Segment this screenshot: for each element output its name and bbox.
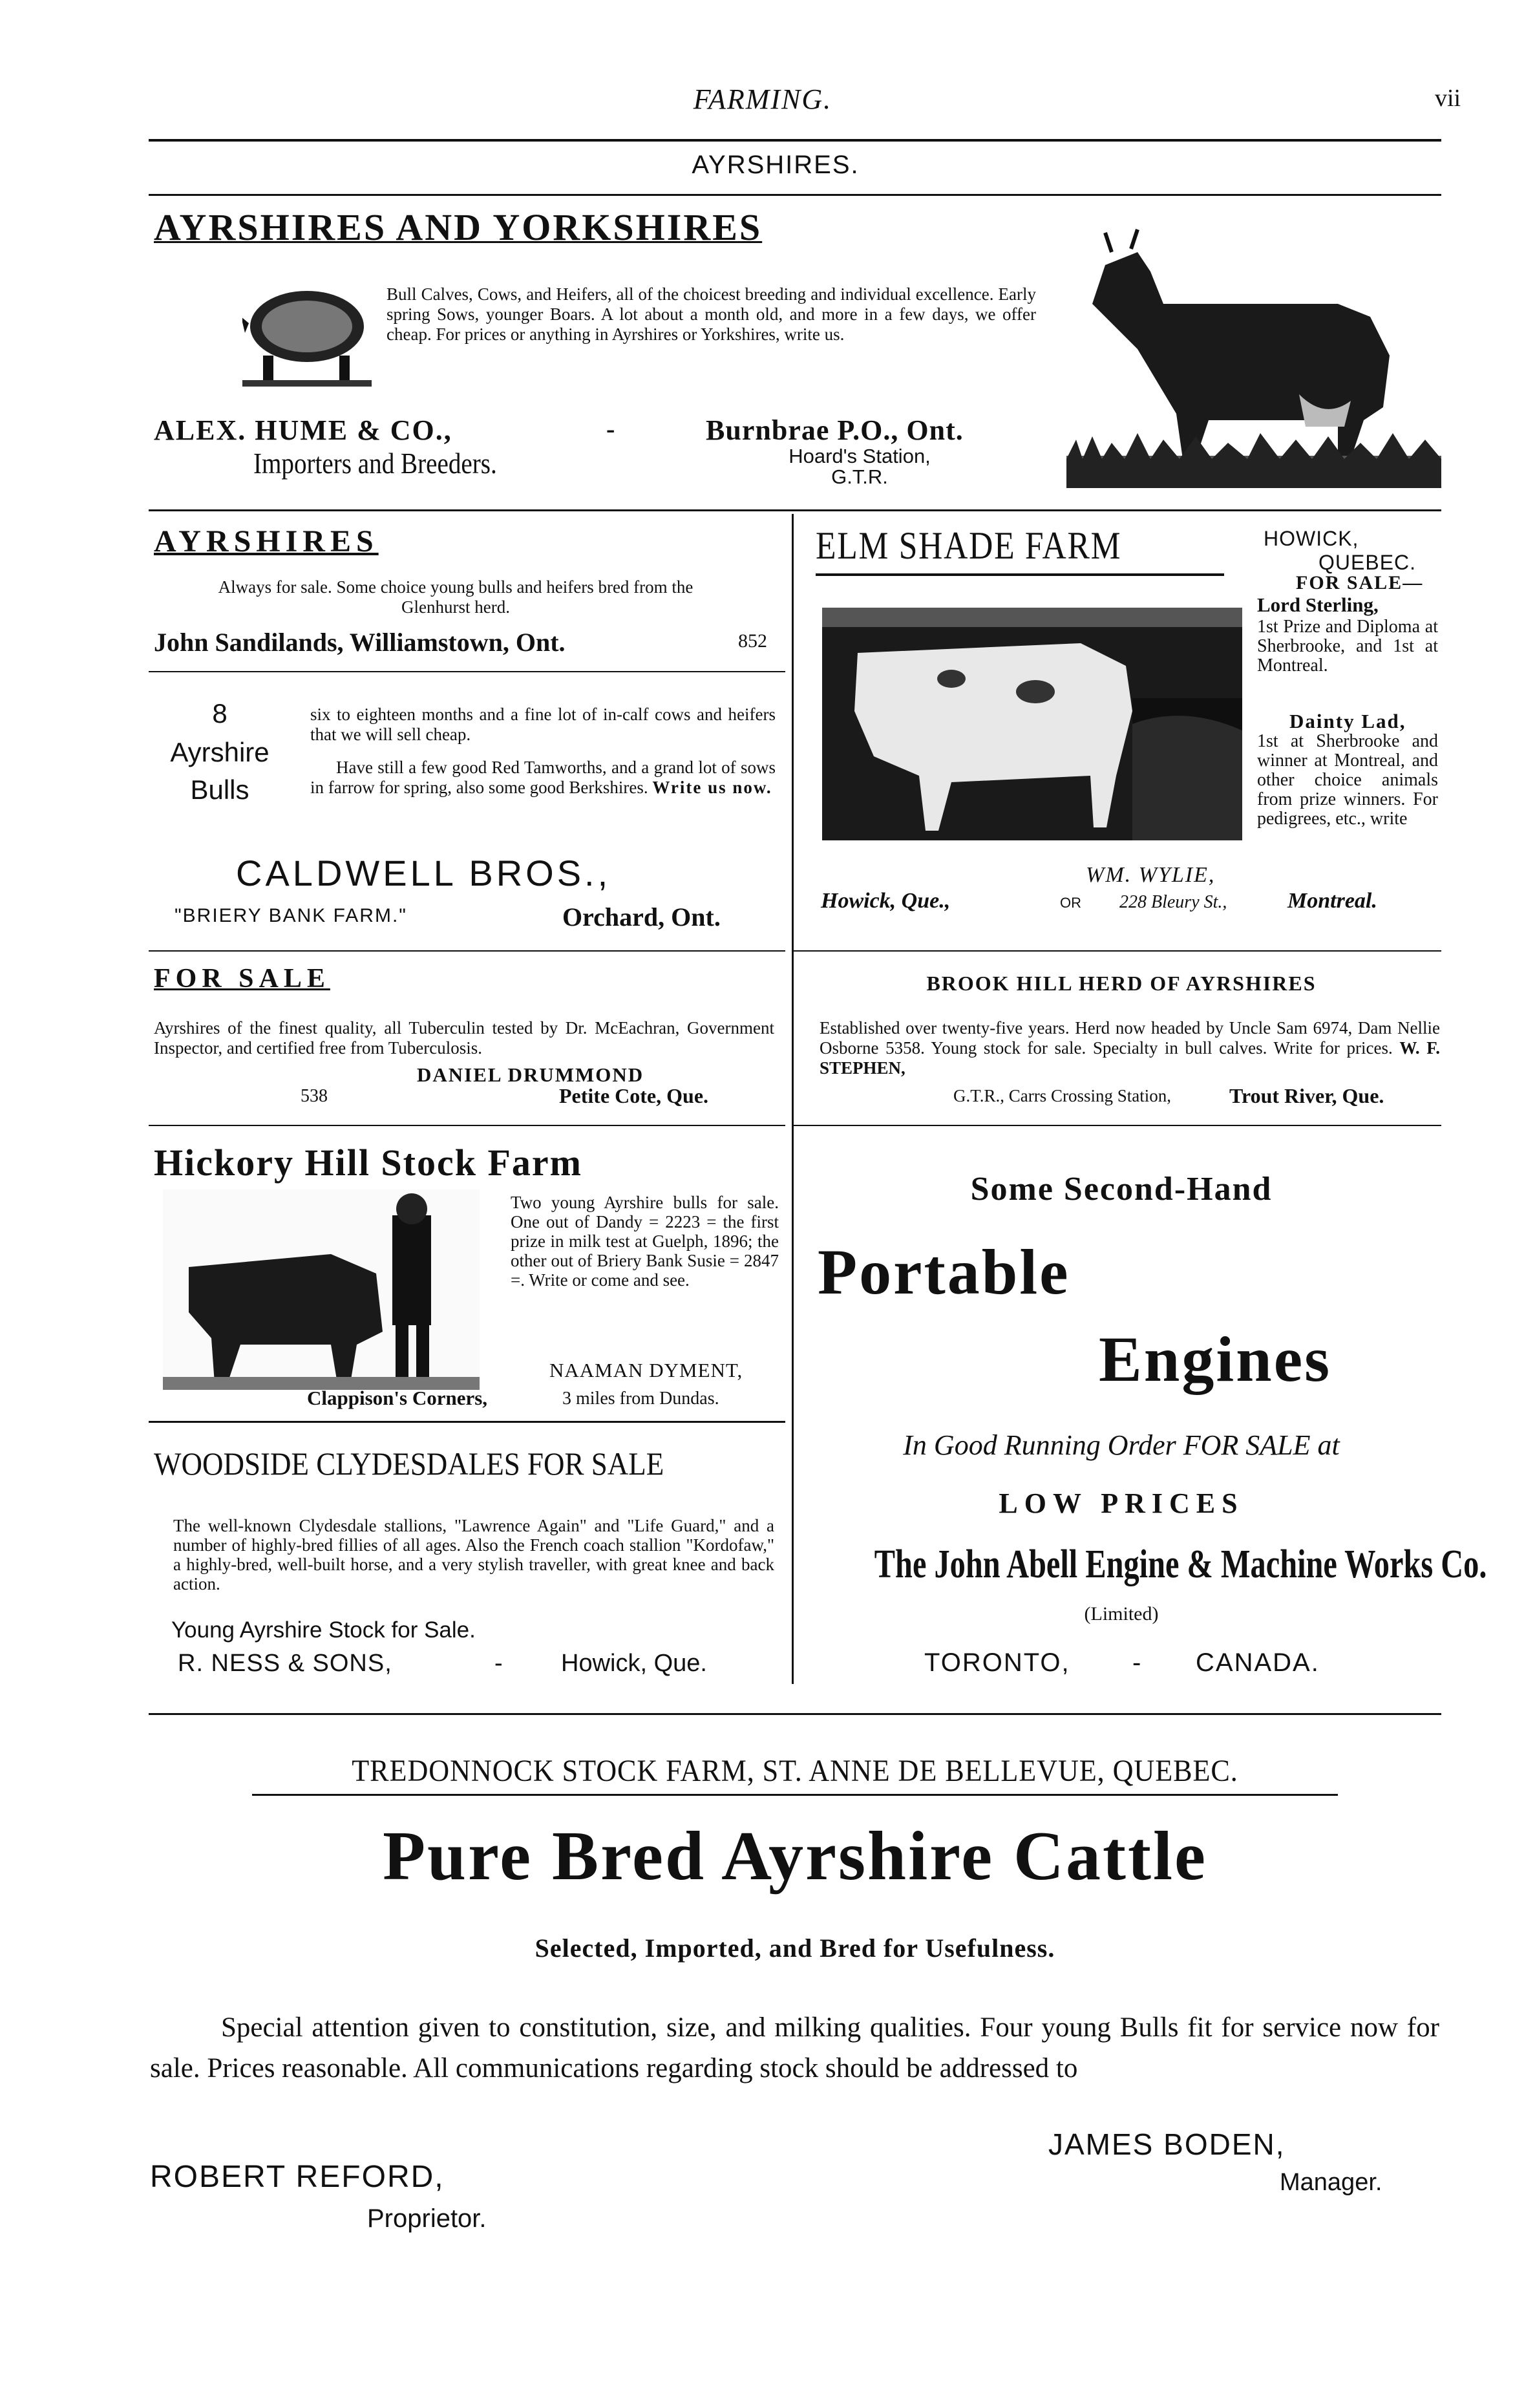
tredonnock-title: Pure Bred Ayrshire Cattle — [383, 1818, 1207, 1895]
sandilands-title: AYRSHIRES — [154, 524, 379, 559]
elm-title-underline — [816, 573, 1224, 576]
tredonnock-farm: TREDONNOCK STOCK FARM, ST. ANNE DE BELLEVUE, QUEBEC. — [352, 1754, 1238, 1788]
caldwell-breed: Ayrshire — [170, 737, 270, 767]
hickory-body: Two young Ayrshire bulls for sale. One out of Dandy = 2223 = the first prize in milk test at Guelph, 1896; the other out of Briery Bank Susie = 2847 =. Write or come and see. — [511, 1193, 779, 1290]
hume-dash: - — [606, 414, 615, 443]
tredonnock-body: Special attention given to constitution, size, and milking qualities. Four young Bulls fit for service now for sale. Prices reasonable. All communications regarding stock should be addressed to — [150, 2012, 1439, 2083]
woodside-place: Howick, Que. — [561, 1650, 707, 1677]
elm-for-sale: FOR SALE— — [1296, 572, 1424, 593]
hickory-place: Clappison's Corners, — [307, 1387, 488, 1409]
engines-line5: LOW PRICES — [999, 1487, 1244, 1519]
engines-line3: Engines — [1099, 1323, 1332, 1395]
brook-station: G.T.R., Carrs Crossing Station, — [953, 1086, 1171, 1105]
tredonnock-subtitle: Selected, Imported, and Bred for Usefulness. — [535, 1934, 1055, 1963]
drummond-place: Petite Cote, Que. — [559, 1084, 709, 1107]
engines-dash: - — [1132, 1648, 1141, 1677]
drummond-rule — [149, 1125, 785, 1126]
caldwell-kind: Bulls — [190, 774, 249, 805]
elm-addr3: Montreal. — [1287, 889, 1377, 913]
caldwell-count: 8 — [212, 698, 228, 729]
woodside-body: The well-known Clydesdale stallions, "Lawrence Again" and "Life Guard," and a number of highly-bred fillies of all ages. Also the French coach stallion "Kordofaw," a highly-bred, well-built horse, and a very stylish traveller, with great knee and back action. — [173, 1516, 774, 1593]
elm-bull2: Dainty Lad, — [1289, 710, 1406, 732]
engines-line4: In Good Running Order FOR SALE at — [903, 1429, 1340, 1461]
woodside-stock: Young Ayrshire Stock for Sale. — [171, 1617, 476, 1643]
woodside-title: WOODSIDE CLYDESDALES FOR SALE — [154, 1445, 664, 1482]
engines-firm: The John Abell Engine & Machine Works Co. — [874, 1542, 1487, 1586]
caldwell-rule — [149, 950, 785, 952]
elm-owner: WM. WYLIE, — [1086, 863, 1216, 887]
woodside-dash: - — [494, 1650, 503, 1677]
elm-cow-photo — [822, 608, 1242, 840]
section-title: AYRSHIRES. — [692, 151, 860, 179]
column-divider — [792, 514, 794, 1684]
sandilands-code: 852 — [738, 630, 767, 652]
brook-title: BROOK HILL HERD OF AYRSHIRES — [926, 972, 1317, 995]
caldwell-place: Orchard, Ont. — [562, 902, 721, 932]
middle-bottom-rule — [149, 1713, 1441, 1715]
hume-railway: G.T.R. — [831, 465, 888, 488]
caldwell-cta: Write us now. — [652, 778, 772, 797]
elm-rule — [794, 950, 1441, 952]
hume-title: AYRSHIRES AND YORKSHIRES — [154, 206, 763, 248]
caldwell-firm: CALDWELL BROS., — [236, 853, 611, 893]
hickory-title: Hickory Hill Stock Farm — [154, 1142, 582, 1184]
hickory-name: NAAMAN DYMENT, — [549, 1359, 743, 1381]
brook-place: Trout River, Que. — [1229, 1084, 1384, 1107]
elm-province: QUEBEC. — [1318, 551, 1417, 574]
hickory-bull-photo — [163, 1189, 480, 1390]
engines-country: CANADA. — [1196, 1648, 1320, 1677]
hume-role: Importers and Breeders. — [253, 447, 497, 480]
caldwell-body2 — [310, 758, 776, 798]
drummond-title: FOR SALE — [154, 964, 330, 994]
sandilands-rule — [149, 671, 785, 672]
hickory-rule — [149, 1421, 785, 1423]
brook-body-text: Established over twenty-five years. Herd now headed by Uncle Sam 6974, Dam Nellie Osborne 5358. Young stock for sale. Specialty in bull calves. Write for prices. — [820, 1018, 1440, 1058]
brook-rule — [794, 1125, 1441, 1126]
hume-bottom-rule — [149, 509, 1441, 511]
elm-addr1: Howick, Que., — [821, 889, 951, 913]
sandilands-name: John Sandilands, Williamstown, Ont. — [154, 628, 566, 657]
page-number: vii — [1435, 85, 1461, 112]
header-rule — [149, 139, 1441, 142]
caldwell-farm: "BRIERY BANK FARM." — [175, 905, 407, 926]
drummond-body: Ayrshires of the finest quality, all Tuberculin tested by Dr. McEachran, Government Inspector, and certified free from Tuberculosis. — [154, 1018, 774, 1058]
elm-bull1-text: 1st Prize and Diploma at Sherbrooke, and 1st at Montreal. — [1257, 617, 1438, 676]
running-title: FARMING. — [693, 83, 832, 115]
tredonnock-proprietor-title: Proprietor. — [367, 2204, 487, 2233]
drummond-name: DANIEL DRUMMOND — [417, 1063, 644, 1086]
cow-illustration — [1066, 226, 1441, 491]
tredonnock-proprietor-name: ROBERT REFORD, — [150, 2160, 445, 2194]
hume-post-office: Burnbrae P.O., Ont. — [706, 414, 964, 446]
section-rule — [149, 194, 1441, 196]
elm-place: HOWICK, — [1264, 527, 1359, 550]
drummond-code: 538 — [301, 1086, 328, 1106]
hickory-dist: 3 miles from Dundas. — [562, 1389, 719, 1409]
brook-name: W. F. STEPHEN, — [820, 1038, 1440, 1078]
pig-illustration — [242, 265, 372, 388]
elm-or: OR — [1060, 895, 1081, 911]
engines-line2: Portable — [818, 1236, 1070, 1308]
elm-addr2: 228 Bleury St., — [1119, 892, 1227, 912]
tredonnock-manager-title: Manager. — [1280, 2169, 1382, 2196]
caldwell-body: six to eighteen months and a fine lot of in-calf cows and heifers that we will sell cheap. — [310, 705, 776, 744]
elm-title: ELM SHADE FARM — [816, 524, 1122, 567]
engines-limited: (Limited) — [1084, 1603, 1159, 1625]
woodside-firm: R. NESS & SONS, — [178, 1650, 392, 1677]
caldwell-body2-text: Have still a few good Red Tamworths, and a grand lot of sows in farrow for spring, also some good Berkshires. — [310, 758, 776, 797]
brook-body — [820, 1018, 1440, 1078]
hume-body: Bull Calves, Cows, and Heifers, all of the choicest breeding and individual excellence. Early spring Sows, younger Boars. A lot about a month old, and more in a few days, we offer cheap. For prices or anything in Ayrshires or Yorkshires, write us. — [386, 284, 1036, 344]
hume-station: Hoard's Station, — [789, 445, 931, 467]
tredonnock-farm-underline — [252, 1794, 1338, 1796]
elm-bull1: Lord Sterling, — [1257, 593, 1379, 616]
engines-line1: Some Second-Hand — [970, 1171, 1273, 1208]
hume-firm: ALEX. HUME & CO., — [154, 414, 452, 446]
elm-bull2-text: 1st at Sherbrooke and winner at Montreal, and other choice animals from prize winners. For pedigrees, etc., write — [1257, 731, 1438, 829]
sandilands-body: Always for sale. Some choice young bulls and heifers bred from the Glenhurst herd. — [218, 577, 693, 617]
tredonnock-manager-name: JAMES BODEN, — [1048, 2127, 1286, 2161]
engines-city: TORONTO, — [924, 1648, 1070, 1677]
